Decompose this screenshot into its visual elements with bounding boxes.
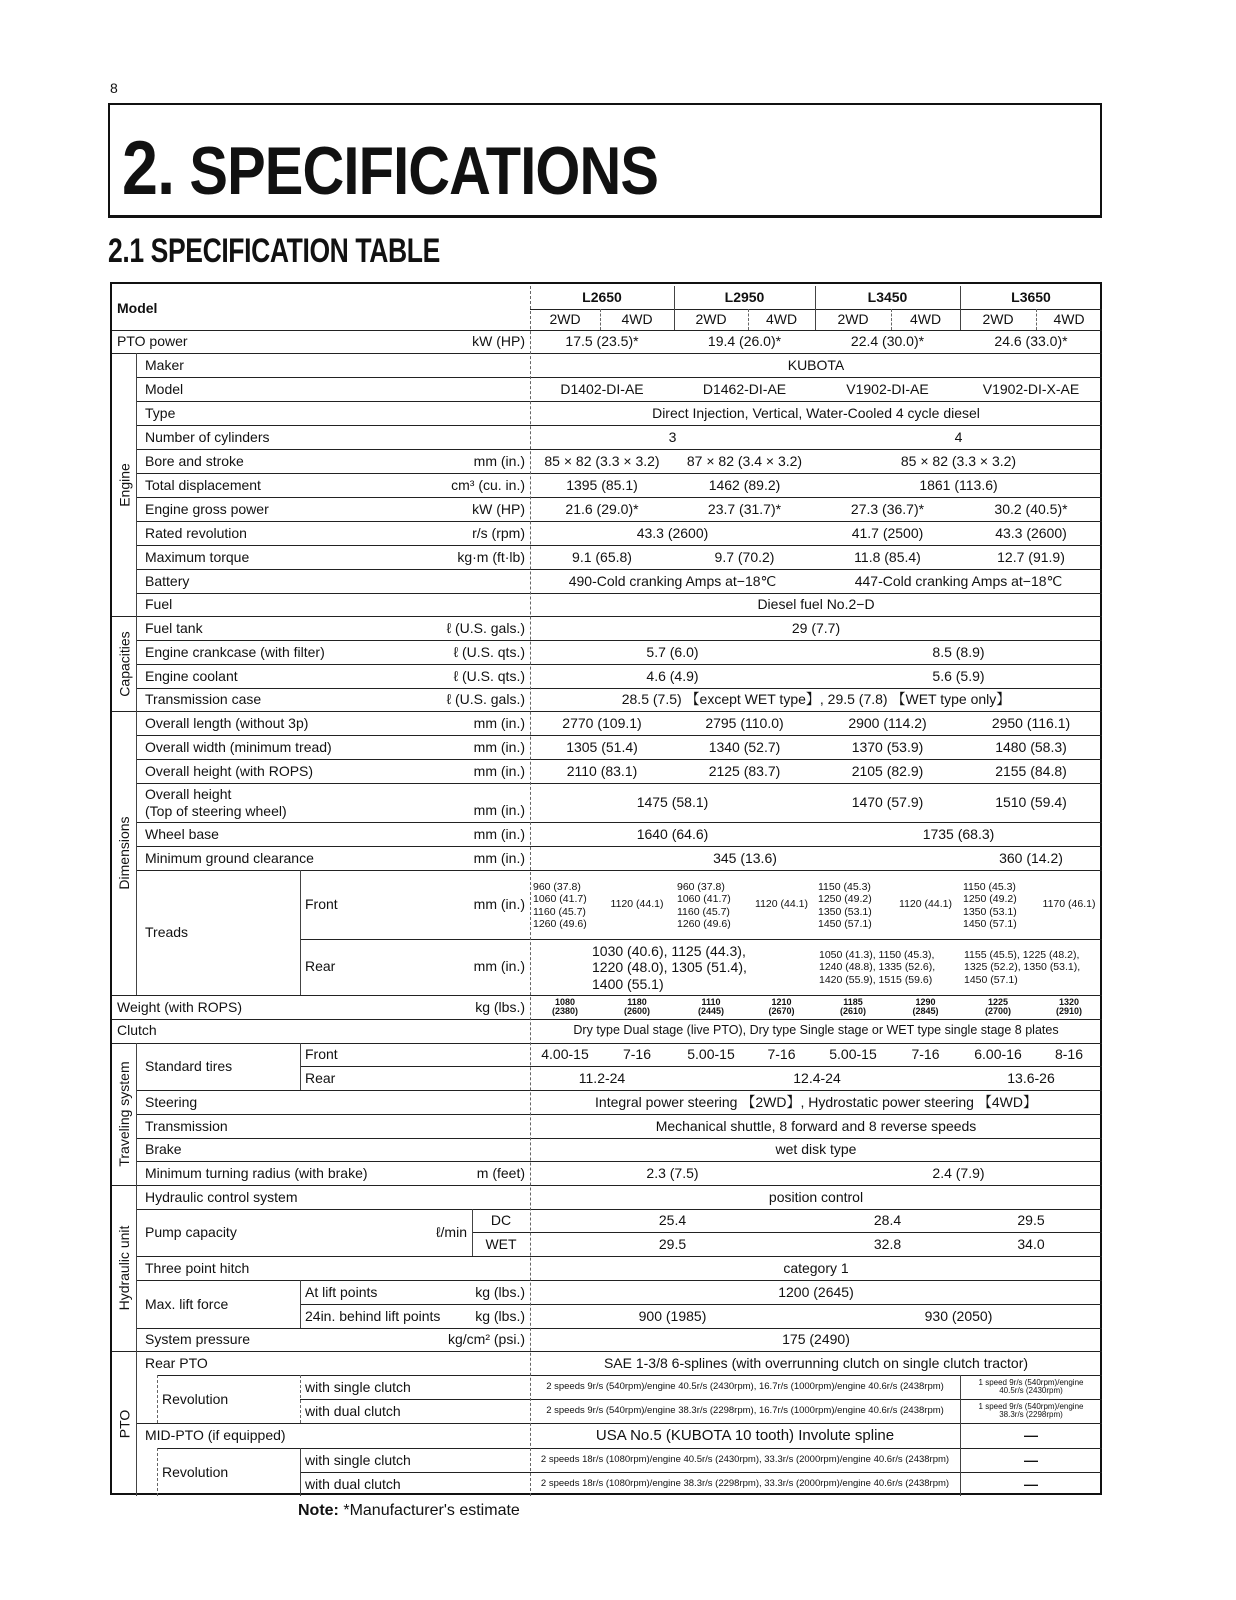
pto-power-value: 24.6 (33.0)* bbox=[994, 332, 1068, 349]
cell-line: 1160 (45.7) bbox=[677, 905, 730, 918]
max-torque-value: 9.1 (65.8) bbox=[572, 548, 632, 565]
rear-rev-dual-value: 2 speeds 9r/s (540rpm)/engine 38.3r/s (2298rpm), 16.7r/s (1000rpm)/engine 40.6r/s (2438rpm) bbox=[546, 1405, 944, 1417]
mid-rev-dual-l3650: — bbox=[1024, 1475, 1038, 1492]
cell-line: 1225 bbox=[987, 996, 1009, 1007]
cell-line: 1325 (52.2), 1350 (53.1), bbox=[964, 961, 1081, 974]
cell-line: 1450 (57.1) bbox=[818, 917, 872, 930]
treads-front-unit: mm (in.) bbox=[473, 896, 525, 913]
lift-behind-value: 930 (2050) bbox=[924, 1307, 993, 1324]
transmission-label: Transmission bbox=[145, 1117, 228, 1134]
mid-pto-label: MID-PTO (if equipped) bbox=[145, 1427, 286, 1444]
bore-stroke-unit: mm (in.) bbox=[473, 452, 525, 469]
cylinders-value: 4 bbox=[954, 428, 963, 445]
column-divider bbox=[960, 1375, 961, 1496]
weight-unit: kg (lbs.) bbox=[475, 998, 525, 1015]
mid-rev-label: Revolution bbox=[162, 1463, 229, 1480]
pump-capacity-label: Pump capacity bbox=[145, 1224, 237, 1241]
weight-value bbox=[600, 995, 674, 1019]
overall-length-value: 2950 (116.1) bbox=[991, 714, 1071, 731]
cell-line: 1220 (48.0), 1305 (51.4), bbox=[592, 959, 747, 976]
ground-clearance-value: 360 (14.2) bbox=[999, 849, 1063, 866]
cell-line: 1 speed 9r/s (540rpm)/engine bbox=[978, 1401, 1084, 1411]
column-divider bbox=[157, 1448, 158, 1496]
turning-radius-value: 2.4 (7.9) bbox=[932, 1164, 985, 1181]
overall-width-value: 1370 (53.9) bbox=[851, 738, 924, 755]
fuel-tank-unit: ℓ (U.S. gals.) bbox=[446, 619, 525, 636]
drive-header-0: 2WD bbox=[549, 311, 581, 328]
treads-front-value bbox=[815, 872, 891, 939]
footnote bbox=[298, 1502, 520, 1520]
group-label-pto: PTO bbox=[116, 1409, 132, 1438]
cell-line: Overall height bbox=[145, 786, 232, 803]
group-label-hydraulic: Hydraulic unit bbox=[116, 1225, 132, 1311]
rear-rev-single-value: 2 speeds 9r/s (540rpm)/engine 40.5r/s (2430rpm), 16.7r/s (1000rpm)/engine 40.6r/s (2438rpm) bbox=[546, 1381, 944, 1393]
rear-pto-value: SAE 1-3/8 6-splines (with overrunning clutch on single clutch tractor) bbox=[603, 1354, 1029, 1371]
page-number: 8 bbox=[110, 80, 118, 96]
cell-line: 1290 bbox=[915, 996, 936, 1007]
pump-capacity-unit: ℓ/min bbox=[436, 1224, 467, 1241]
fuel-tank-label: Fuel tank bbox=[145, 619, 203, 636]
transmission-case-value: 28.5 (7.5) 【except WET type】, 29.5 (7.8) 【WET type only】 bbox=[621, 691, 1011, 708]
cell-line: 1320 bbox=[1058, 996, 1080, 1007]
displacement-value: 1861 (113.6) bbox=[919, 476, 998, 493]
column-divider bbox=[300, 1043, 301, 1090]
cell-line: 1350 (53.1) bbox=[818, 905, 872, 918]
model-header-0: L2650 bbox=[582, 289, 622, 306]
overall-height-rops-value: 2155 (84.8) bbox=[995, 762, 1067, 779]
overall-height-wheel-unit: mm (in.) bbox=[473, 802, 525, 819]
overall-height-rops-value: 2125 (83.7) bbox=[708, 762, 781, 779]
engine-model-label: Model bbox=[145, 380, 184, 397]
weight-value bbox=[815, 995, 891, 1019]
ground-clearance-label: Minimum ground clearance bbox=[145, 849, 314, 866]
treads-rear-label: Rear bbox=[305, 958, 336, 975]
clutch-value: Dry type Dual stage (live PTO), Dry type Single stage or WET type single stage 8 plates bbox=[573, 1023, 1059, 1038]
group-label-dimensions: Dimensions bbox=[116, 816, 132, 890]
cell-line: 1030 (40.6), 1125 (44.3), bbox=[592, 943, 746, 960]
cell-line: 1250 (49.2) bbox=[818, 893, 872, 906]
cell-line: 1450 (57.1) bbox=[964, 973, 1018, 986]
lift-at-unit: kg (lbs.) bbox=[475, 1283, 525, 1300]
mid-rev-single-label: with single clutch bbox=[305, 1451, 411, 1468]
three-point-hitch-label: Three point hitch bbox=[145, 1259, 250, 1276]
overall-height-rops-unit: mm (in.) bbox=[473, 762, 525, 779]
cell-line: 1150 (45.3) bbox=[818, 881, 871, 894]
column-divider bbox=[748, 309, 749, 330]
pto-power-unit: kW (HP) bbox=[472, 332, 525, 349]
cell-line: 1 speed 9r/s (540rpm)/engine bbox=[978, 1377, 1084, 1387]
transmission-case-unit: ℓ (U.S. gals.) bbox=[446, 691, 525, 708]
cell-line: 1400 (55.1) bbox=[592, 975, 664, 992]
column-divider bbox=[600, 309, 601, 330]
clutch-label: Clutch bbox=[117, 1022, 157, 1039]
drive-header-6: 2WD bbox=[982, 311, 1014, 328]
overall-height-rops-value: 2110 (83.1) bbox=[566, 762, 638, 779]
rated-revolution-value: 43.3 (2600) bbox=[995, 524, 1067, 541]
cell-line: 1160 (45.7) bbox=[533, 905, 586, 918]
cell-line: 960 (37.8) bbox=[677, 881, 725, 894]
coolant-label: Engine coolant bbox=[145, 667, 238, 684]
gross-power-unit: kW (HP) bbox=[472, 500, 525, 517]
engine-model-value: D1402-DI-AE bbox=[560, 380, 644, 397]
column-divider bbox=[300, 870, 301, 995]
column-divider bbox=[815, 286, 816, 330]
note-label: Note: bbox=[298, 1502, 339, 1519]
overall-width-value: 1340 (52.7) bbox=[708, 738, 781, 755]
turning-radius-unit: m (feet) bbox=[476, 1164, 525, 1181]
pump-wet-value: 32.8 bbox=[873, 1235, 902, 1252]
pump-dc-value: 25.4 bbox=[658, 1212, 687, 1229]
cell-line: (2910) bbox=[1055, 1006, 1082, 1016]
column-divider bbox=[530, 286, 531, 1496]
treads-front-value: 1120 (44.1) bbox=[755, 898, 808, 911]
overall-height-wheel-label bbox=[140, 783, 412, 822]
cell-line: 1260 (49.6) bbox=[677, 917, 731, 930]
system-pressure-value: 175 (2490) bbox=[782, 1331, 850, 1348]
cell-line: 40.5r/s (2430rpm) bbox=[999, 1386, 1063, 1395]
column-divider bbox=[472, 1209, 473, 1256]
cell-line: 1260 (49.6) bbox=[533, 917, 587, 930]
rated-revolution-value: 43.3 (2600) bbox=[636, 524, 709, 541]
treads-front-label: Front bbox=[305, 896, 338, 913]
tires-front-value: 7-16 bbox=[622, 1046, 652, 1063]
treads-rear-value bbox=[815, 941, 960, 994]
cell-line: 1185 bbox=[843, 996, 863, 1007]
overall-length-value: 2900 (114.2) bbox=[848, 714, 927, 731]
overall-width-label: Overall width (minimum tread) bbox=[145, 738, 332, 755]
weight-value bbox=[530, 995, 600, 1019]
ground-clearance-value: 345 (13.6) bbox=[713, 849, 777, 866]
cell-line: (Top of steering wheel) bbox=[145, 802, 287, 819]
battery-value: 490-Cold cranking Amps at−18℃ bbox=[568, 572, 777, 589]
treads-rear-value bbox=[960, 941, 1102, 994]
cell-line: 1110 bbox=[701, 996, 721, 1007]
lift-behind-unit: kg (lbs.) bbox=[475, 1307, 525, 1324]
tires-front-value: 8-16 bbox=[1054, 1046, 1084, 1063]
column-divider bbox=[1036, 309, 1037, 330]
treads-front-value bbox=[674, 872, 748, 939]
cell-line: 1150 (45.3) bbox=[963, 881, 1016, 894]
max-torque-value: 9.7 (70.2) bbox=[714, 548, 775, 565]
maker-label: Maker bbox=[145, 356, 184, 373]
mid-rev-dual-label: with dual clutch bbox=[305, 1475, 401, 1492]
max-lift-label: Max. lift force bbox=[145, 1295, 229, 1312]
standard-tires-label: Standard tires bbox=[145, 1058, 233, 1075]
lift-behind-value: 900 (1985) bbox=[638, 1307, 707, 1324]
treads-front-value: 1120 (44.1) bbox=[610, 898, 664, 911]
rear-rev-dual-l3650 bbox=[960, 1399, 1102, 1423]
pump-dc-value: 28.4 bbox=[873, 1212, 902, 1229]
max-torque-label: Maximum torque bbox=[145, 548, 250, 565]
bore-stroke-value: 85 × 82 (3.3 × 3.2) bbox=[900, 452, 1017, 469]
column-divider bbox=[300, 1375, 301, 1423]
max-torque-unit: kg·m (ft·lb) bbox=[457, 548, 525, 565]
tires-rear-value: 13.6-26 bbox=[1007, 1069, 1055, 1086]
row-divider bbox=[472, 1232, 1102, 1233]
crankcase-value: 5.7 (6.0) bbox=[646, 643, 699, 660]
transmission-value: Mechanical shuttle, 8 forward and 8 reverse speeds bbox=[655, 1117, 977, 1134]
cell-line: 1240 (48.8), 1335 (52.6), bbox=[819, 961, 936, 974]
overall-height-wheel-value: 1510 (59.4) bbox=[995, 794, 1067, 811]
gross-power-value: 21.6 (29.0)* bbox=[565, 500, 639, 517]
cell-line: (2445) bbox=[697, 1006, 724, 1016]
overall-height-wheel-value: 1470 (57.9) bbox=[851, 794, 924, 811]
turning-radius-value: 2.3 (7.5) bbox=[646, 1164, 699, 1181]
transmission-case-label: Transmission case bbox=[145, 691, 262, 708]
column-divider bbox=[300, 1448, 301, 1496]
max-torque-value: 11.8 (85.4) bbox=[854, 548, 921, 565]
rated-revolution-value: 41.7 (2500) bbox=[851, 524, 924, 541]
cell-line: (2700) bbox=[984, 1006, 1011, 1016]
tires-front-value: 4.00-15 bbox=[541, 1046, 589, 1063]
engine-model-value: V1902-DI-X-AE bbox=[982, 380, 1080, 397]
three-point-hitch-value: category 1 bbox=[783, 1259, 849, 1276]
engine-model-value: V1902-DI-AE bbox=[846, 380, 929, 397]
tires-rear-label: Rear bbox=[305, 1069, 336, 1086]
fuel-tank-value: 29 (7.7) bbox=[791, 619, 841, 636]
group-label-traveling: Traveling system bbox=[116, 1061, 132, 1167]
tires-front-value: 7-16 bbox=[767, 1046, 796, 1063]
mid-rev-single-value: 2 speeds 18r/s (1080rpm)/engine 40.5r/s (2430rpm), 33.3r/s (2000rpm)/engine 40.6r/s (2438rpm) bbox=[540, 1454, 950, 1466]
cell-line: 1210 bbox=[771, 996, 792, 1007]
displacement-unit: cm³ (cu. in.) bbox=[451, 476, 525, 493]
cylinders-label: Number of cylinders bbox=[145, 428, 270, 445]
tires-front-label: Front bbox=[305, 1046, 338, 1063]
tires-front-value: 5.00-15 bbox=[687, 1046, 735, 1063]
overall-width-value: 1305 (51.4) bbox=[566, 738, 638, 755]
system-pressure-unit: kg/cm² (psi.) bbox=[448, 1331, 525, 1348]
coolant-unit: ℓ (U.S. qts.) bbox=[453, 667, 525, 684]
group-label-engine: Engine bbox=[116, 462, 132, 507]
lift-at-value: 1200 (2645) bbox=[778, 1283, 854, 1300]
fuel-label: Fuel bbox=[145, 596, 173, 613]
turning-radius-label: Minimum turning radius (with brake) bbox=[145, 1164, 368, 1181]
steering-label: Steering bbox=[145, 1093, 198, 1110]
chapter-title-text: SPECIFICATIONS bbox=[189, 133, 659, 209]
coolant-value: 4.6 (4.9) bbox=[646, 667, 699, 684]
chapter-title-box bbox=[108, 103, 1102, 218]
treads-front-value bbox=[960, 872, 1036, 939]
group-label-capacities: Capacities bbox=[116, 630, 132, 697]
column-divider bbox=[157, 1375, 158, 1423]
bore-stroke-value: 85 × 82 (3.3 × 3.2) bbox=[544, 452, 660, 469]
wheel-base-value: 1735 (68.3) bbox=[922, 825, 995, 842]
rear-rev-single-l3650 bbox=[960, 1375, 1102, 1399]
lift-behind-label: 24in. behind lift points bbox=[305, 1307, 441, 1324]
fuel-value: Diesel fuel No.2−D bbox=[757, 596, 875, 613]
column-divider bbox=[300, 1280, 301, 1328]
weight-value bbox=[748, 995, 815, 1019]
battery-label: Battery bbox=[145, 572, 190, 589]
overall-length-value: 2795 (110.0) bbox=[705, 714, 784, 731]
model-header-1: L2950 bbox=[724, 289, 765, 306]
column-divider bbox=[136, 353, 137, 995]
pump-wet-value: 34.0 bbox=[1017, 1235, 1045, 1252]
wheel-base-label: Wheel base bbox=[145, 825, 219, 842]
cell-line: 1250 (49.2) bbox=[963, 893, 1017, 906]
hydraulic-control-label: Hydraulic control system bbox=[145, 1188, 298, 1205]
section-title: 2.1 SPECIFICATION TABLE bbox=[108, 232, 440, 270]
cell-line: 1180 bbox=[627, 996, 647, 1007]
drive-header-5: 4WD bbox=[909, 311, 942, 328]
displacement-value: 1395 (85.1) bbox=[566, 476, 638, 493]
cell-line: 1050 (41.3), 1150 (45.3), bbox=[819, 949, 935, 962]
cell-line: (2610) bbox=[839, 1006, 866, 1016]
overall-width-value: 1480 (58.3) bbox=[995, 738, 1067, 755]
wheel-base-unit: mm (in.) bbox=[473, 825, 525, 842]
brake-value: wet disk type bbox=[775, 1141, 857, 1158]
rear-rev-single-label: with single clutch bbox=[305, 1378, 411, 1395]
steering-value: Integral power steering 【2WD】, Hydrostatic power steering 【4WD】 bbox=[595, 1093, 1037, 1110]
mid-rev-dual-value: 2 speeds 18r/s (1080rpm)/engine 38.3r/s (2298rpm), 33.3r/s (2000rpm)/engine 40.6r/s (2438rpm) bbox=[540, 1478, 950, 1490]
cell-line: 1350 (53.1) bbox=[963, 905, 1017, 918]
engine-model-value: D1462-DI-AE bbox=[702, 380, 787, 397]
weight-value bbox=[960, 995, 1036, 1019]
mid-rev-single-l3650: — bbox=[1024, 1451, 1038, 1468]
pump-wet-label: WET bbox=[485, 1235, 517, 1252]
crankcase-unit: ℓ (U.S. qts.) bbox=[453, 643, 525, 660]
pump-dc-label: DC bbox=[490, 1212, 512, 1229]
pump-dc-value: 29.5 bbox=[1017, 1212, 1045, 1229]
brake-label: Brake bbox=[145, 1141, 182, 1158]
maker-value: KUBOTA bbox=[787, 356, 845, 373]
treads-rear-value bbox=[530, 941, 815, 994]
pto-power-value: 19.4 (26.0)* bbox=[707, 332, 782, 349]
chapter-title bbox=[122, 125, 658, 212]
pump-wet-value: 29.5 bbox=[658, 1235, 687, 1252]
treads-label: Treads bbox=[145, 923, 189, 940]
pto-power-label: PTO power bbox=[117, 332, 188, 349]
treads-front-value: 1120 (44.1) bbox=[899, 898, 952, 911]
gross-power-value: 23.7 (31.7)* bbox=[707, 500, 782, 517]
overall-length-value: 2770 (109.1) bbox=[562, 714, 642, 731]
drive-header-3: 4WD bbox=[765, 311, 798, 328]
cell-line: 1420 (55.9), 1515 (59.6) bbox=[819, 973, 933, 986]
drive-header-1: 4WD bbox=[621, 311, 653, 328]
cell-line: 1155 (45.5), 1225 (48.2), bbox=[964, 949, 1080, 962]
column-divider bbox=[674, 286, 675, 330]
cell-line: 38.3r/s (2298rpm) bbox=[999, 1410, 1063, 1419]
column-divider bbox=[891, 309, 892, 330]
tires-front-value: 6.00-16 bbox=[974, 1046, 1022, 1063]
battery-value: 447-Cold cranking Amps at−18℃ bbox=[854, 572, 1063, 589]
mid-pto-l3650: — bbox=[1024, 1427, 1038, 1444]
engine-type-label: Type bbox=[145, 404, 176, 421]
note-text: *Manufacturer's estimate bbox=[343, 1502, 520, 1519]
specification-table bbox=[110, 282, 1102, 1495]
hydraulic-control-value: position control bbox=[768, 1188, 864, 1205]
max-torque-value: 12.7 (91.9) bbox=[997, 548, 1065, 565]
lift-at-label: At lift points bbox=[305, 1283, 378, 1300]
crankcase-label: Engine crankcase (with filter) bbox=[145, 643, 325, 660]
ground-clearance-unit: mm (in.) bbox=[473, 849, 525, 866]
cell-line: (2380) bbox=[551, 1006, 578, 1016]
weight-value bbox=[891, 995, 960, 1019]
column-divider bbox=[136, 1043, 137, 1496]
model-header-label: Model bbox=[117, 299, 158, 316]
model-header-3: L3650 bbox=[1011, 289, 1051, 306]
overall-height-rops-label: Overall height (with ROPS) bbox=[145, 762, 314, 779]
overall-height-wheel-value: 1475 (58.1) bbox=[636, 794, 709, 811]
model-header-2: L3450 bbox=[867, 289, 908, 306]
bore-stroke-label: Bore and stroke bbox=[145, 452, 244, 469]
wheel-base-value: 1640 (64.6) bbox=[636, 825, 709, 842]
cell-line: 1060 (41.7) bbox=[677, 893, 731, 906]
pto-power-value: 22.4 (30.0)* bbox=[850, 332, 925, 349]
system-pressure-label: System pressure bbox=[145, 1331, 251, 1348]
weight-value bbox=[674, 995, 748, 1019]
cell-line: 960 (37.8) bbox=[533, 881, 581, 894]
cell-line: (2845) bbox=[912, 1006, 939, 1016]
rated-revolution-label: Rated revolution bbox=[145, 524, 247, 541]
gross-power-value: 30.2 (40.5)* bbox=[994, 500, 1068, 517]
treads-front-value: 1170 (46.1) bbox=[1042, 898, 1096, 911]
bore-stroke-value: 87 × 82 (3.4 × 3.2) bbox=[686, 452, 803, 469]
tires-rear-value: 12.4-24 bbox=[793, 1069, 841, 1086]
column-divider bbox=[960, 286, 961, 330]
coolant-value: 5.6 (5.9) bbox=[932, 667, 985, 684]
cell-line: 1080 bbox=[554, 996, 576, 1007]
rear-rev-label: Revolution bbox=[162, 1390, 229, 1407]
rear-rev-dual-label: with dual clutch bbox=[305, 1402, 401, 1419]
treads-front-value bbox=[530, 872, 600, 939]
cylinders-value: 3 bbox=[668, 428, 677, 445]
tires-front-value: 5.00-15 bbox=[829, 1046, 877, 1063]
overall-width-unit: mm (in.) bbox=[473, 738, 525, 755]
cell-line: 1450 (57.1) bbox=[963, 917, 1017, 930]
weight-value bbox=[1036, 995, 1102, 1019]
drive-header-2: 2WD bbox=[695, 311, 727, 328]
gross-power-value: 27.3 (36.7)* bbox=[850, 500, 925, 517]
cell-line: (2600) bbox=[623, 1006, 650, 1016]
cell-line: (2670) bbox=[768, 1006, 795, 1016]
weight-label: Weight (with ROPS) bbox=[117, 998, 242, 1015]
mid-pto-value: USA No.5 (KUBOTA 10 tooth) Involute spline bbox=[595, 1426, 895, 1444]
displacement-value: 1462 (89.2) bbox=[708, 476, 781, 493]
overall-height-rops-value: 2105 (82.9) bbox=[851, 762, 924, 779]
drive-header-7: 4WD bbox=[1053, 311, 1085, 328]
cell-line: 1060 (41.7) bbox=[533, 893, 587, 906]
treads-rear-unit: mm (in.) bbox=[473, 958, 525, 975]
drive-header-4: 2WD bbox=[837, 311, 869, 328]
tires-rear-value: 11.2-24 bbox=[578, 1069, 626, 1086]
displacement-label: Total displacement bbox=[145, 476, 261, 493]
rear-pto-label: Rear PTO bbox=[145, 1354, 208, 1371]
rated-revolution-unit: r/s (rpm) bbox=[472, 524, 525, 541]
crankcase-value: 8.5 (8.9) bbox=[932, 643, 985, 660]
engine-type-value: Direct Injection, Vertical, Water-Cooled 4 cycle diesel bbox=[652, 404, 980, 421]
gross-power-label: Engine gross power bbox=[145, 500, 269, 517]
overall-length-label: Overall length (without 3p) bbox=[145, 714, 309, 731]
chapter-number: 2. bbox=[122, 126, 175, 211]
pto-power-value: 17.5 (23.5)* bbox=[565, 332, 639, 349]
tires-front-value: 7-16 bbox=[911, 1046, 940, 1063]
overall-length-unit: mm (in.) bbox=[473, 714, 525, 731]
